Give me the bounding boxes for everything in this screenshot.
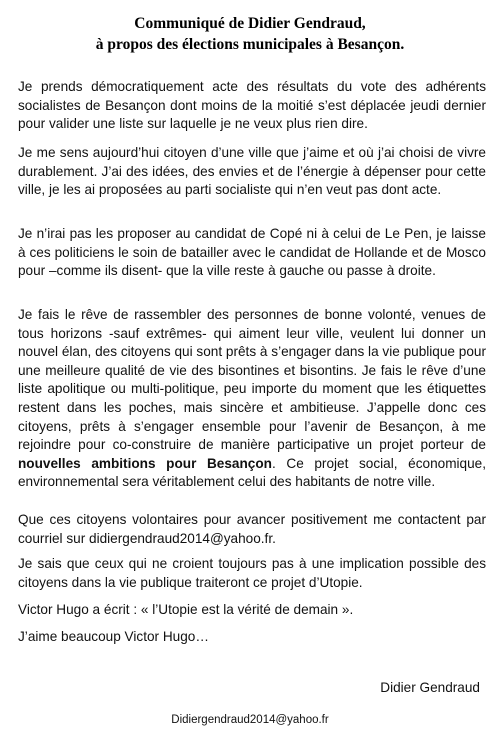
paragraph-citizen: Je me sens aujourd’hui citoyen d’une ville que j’aime et où j’ai choisi de vivre durablement. J’ai des idées, des envies et de l’énergie à dépenser pour cette ville, je les ai proposées au parti socialiste qui n’en veut pas dont acte. [18,145,486,198]
paragraph-dream-text-end: . Ce projet social, économique, environnemental sera véritablement celui des habitants de notre ville. [18,455,487,490]
document-title-line-1: Communiqué de Didier Gendraud, [134,15,366,32]
paragraph-dream [18,306,486,492]
paragraph-results: Je prends démocratiquement acte des résultats du vote des adhérents socialistes de Besançon dont moins de la moitié s’est déplacée jeudi dernier pour valider une liste sur laquelle je ne veux plus rien dire. [18,79,486,132]
paragraph-quote: Victor Hugo a écrit : « l’Utopie est la vérité de demain ». [18,602,354,617]
signature: Didier Gendraud [380,680,480,695]
paragraph-dream-text: Je fais le rêve de rassembler des personnes de bonne volonté, venues de tous horizons -sauf extrêmes- qui aiment leur ville, veulent lui donner un nouvel élan, des citoyens qui sont prêts à s’engager dans la vie publique pour une meilleure qualité de vie des bisontines et bisontins. Je fais le rêve d’une liste apolitique ou multi-politique, peu importe du moment que les étiquettes restent dans les poches, mais sincère et ambitieuse. J’appelle donc ces citoyens, prêts à s’engager ensemble pour l’avenir de Besançon, à me rejoindre pour co-construire de manière participative un projet porteur de [18,307,486,453]
paragraph-contact: Que ces citoyens volontaires pour avancer positivement me contactent par courriel sur didiergendraud2014@yahoo.fr. [18,512,486,546]
document-title-line-2: à propos des élections municipales à Besançon. [95,36,405,53]
paragraph-victor-hugo: J’aime beaucoup Victor Hugo… [18,629,209,644]
paragraph-candidates: Je n’irai pas les proposer au candidat de Copé ni à celui de Le Pen, je laisse à ces politiciens le soin de batailler avec le candidat de Hollande et de Mosco pour –comme ils disent- que la ville reste à gauche ou passe à droite. [18,226,486,279]
paragraph-dream-emphasis: nouvelles ambitions pour Besançon [18,455,272,471]
paragraph-utopia: Je sais que ceux qui ne croient toujours pas à une implication possible des citoyens dans la vie publique traiteront ce projet d’Utopie. [18,556,486,590]
footer-email: Didiergendraud2014@yahoo.fr [171,714,329,726]
